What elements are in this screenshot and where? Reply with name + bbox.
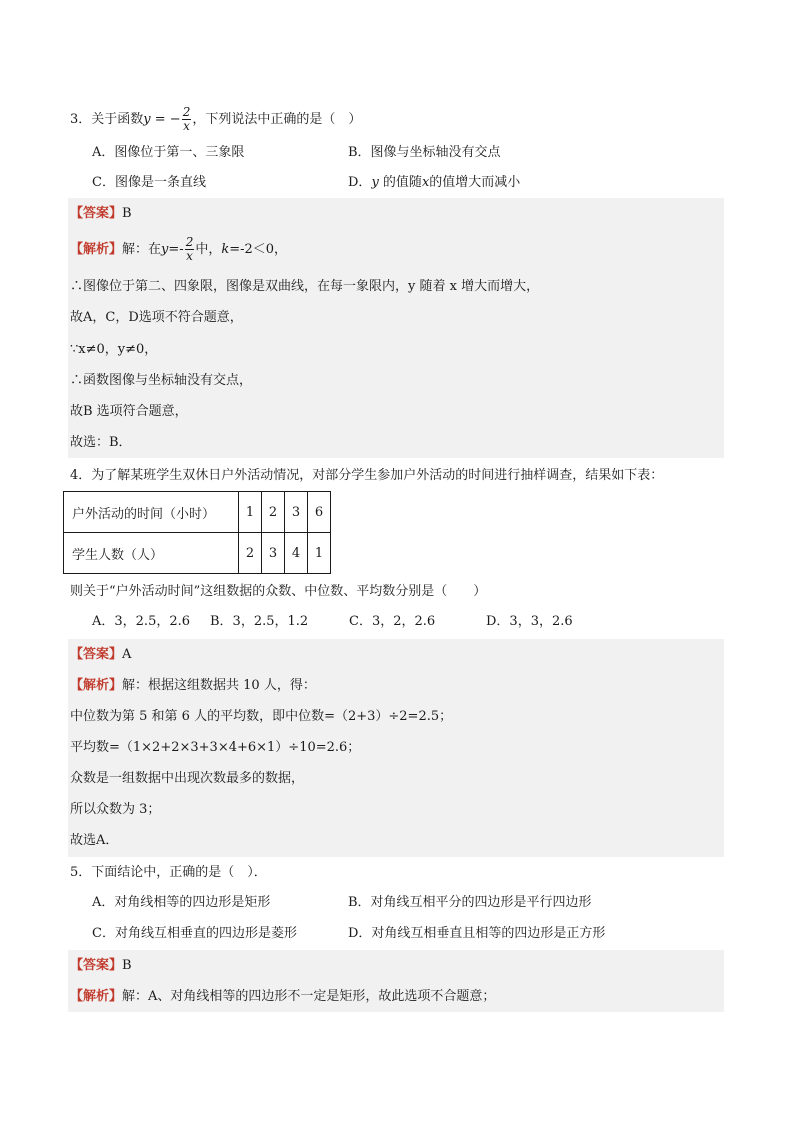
q4-option-c[interactable]: C．3，2，2.6: [349, 614, 436, 629]
q3-option-b[interactable]: B．图像与坐标轴没有交点: [348, 145, 501, 160]
table-row-label: 学生人数（人）: [64, 533, 239, 574]
table-cell: 2: [239, 533, 262, 574]
table-cell: 3: [285, 492, 308, 533]
q3-answer: 【答案】B: [70, 206, 132, 221]
table-cell: 2: [262, 492, 285, 533]
table-row: [64, 492, 331, 533]
q3-analysis-first: 【解析】解：在y=- $\frac{2}{x}$ 中，k=-2＜0，: [70, 235, 288, 263]
q5-option-a[interactable]: A．对角线相等的四边形是矩形: [92, 895, 271, 910]
q4-answer: 【答案】A: [70, 647, 132, 662]
q4-data-table: [63, 491, 331, 574]
q4-option-a[interactable]: A．3，2.5，2.6: [92, 614, 191, 629]
q3-analysis-line: ∵x≠0，y≠0，: [70, 342, 158, 357]
q3-option-a[interactable]: A．图像位于第一、三象限: [92, 145, 245, 160]
q3-analysis-line: 故选：B．: [70, 435, 132, 450]
q4-option-d[interactable]: D．3，3，2.6: [486, 614, 573, 629]
q3-fraction: $\frac{2}{x}$: [182, 105, 191, 133]
q3-analysis-line: 故A，C，D选项不符合题意，: [70, 310, 243, 325]
q5-option-c[interactable]: C．对角线互相垂直的四边形是菱形: [92, 926, 297, 941]
table-cell: 6: [308, 492, 331, 533]
q4-analysis-line: 所以众数为 3；: [70, 802, 161, 817]
q3-analysis-line: ∴函数图像与坐标轴没有交点，: [70, 373, 253, 388]
q4-analysis-line: 平均数=（1×2+2×3+3×4+6×1）÷10=2.6；: [70, 740, 361, 755]
table-row-label: 户外活动的时间（小时）: [64, 492, 239, 533]
q4-analysis-line: 故选A．: [70, 833, 119, 848]
table-row: [64, 533, 331, 574]
q3-option-d[interactable]: D．y 的值随x的值增大而减小: [348, 175, 521, 190]
q5-analysis-first: 【解析】解：A、对角线相等的四边形不一定是矩形，故此选项不合题意；: [70, 989, 496, 1004]
table-cell: 1: [308, 533, 331, 574]
q4-analysis-first: 【解析】解：根据这组数据共 10 人，得：: [70, 678, 316, 693]
q3-analysis-line: 故B 选项符合题意，: [70, 404, 188, 419]
table-cell: 1: [239, 492, 262, 533]
q5-stem: 5．下面结论中，正确的是（ ）．: [70, 865, 267, 880]
q4-analysis-line: 中位数为第 5 和第 6 人的平均数，即中位数=（2+3）÷2=2.5；: [70, 709, 453, 724]
q3-analysis-line: ∴图像位于第二、四象限，图像是双曲线，在每一象限内，y 随着 x 增大而增大，: [70, 279, 540, 294]
q4-stem: 4．为了解某班学生双休日户外活动情况，对部分学生参加户外活动的时间进行抽样调查，结果如下表：: [70, 468, 664, 483]
q5-option-b[interactable]: B．对角线互相平分的四边形是平行四边形: [348, 895, 592, 910]
table-cell: 3: [262, 533, 285, 574]
q4-analysis-line: 众数是一组数据中出现次数最多的数据，: [70, 771, 305, 786]
q4-question: 则关于“户外活动时间”这组数据的众数、中位数、平均数分别是（ ）: [70, 584, 487, 599]
q3-option-c[interactable]: C．图像是一条直线: [92, 175, 206, 190]
q4-option-b[interactable]: B．3，2.5，1.2: [210, 614, 309, 629]
q5-answer: 【答案】B: [70, 958, 132, 973]
q3-stem: 3．关于函数y = − $\frac{2}{x}$ ，下列说法中正确的是（ ）: [70, 105, 362, 133]
q5-option-d[interactable]: D．对角线互相垂直且相等的四边形是正方形: [348, 926, 606, 941]
table-cell: 4: [285, 533, 308, 574]
